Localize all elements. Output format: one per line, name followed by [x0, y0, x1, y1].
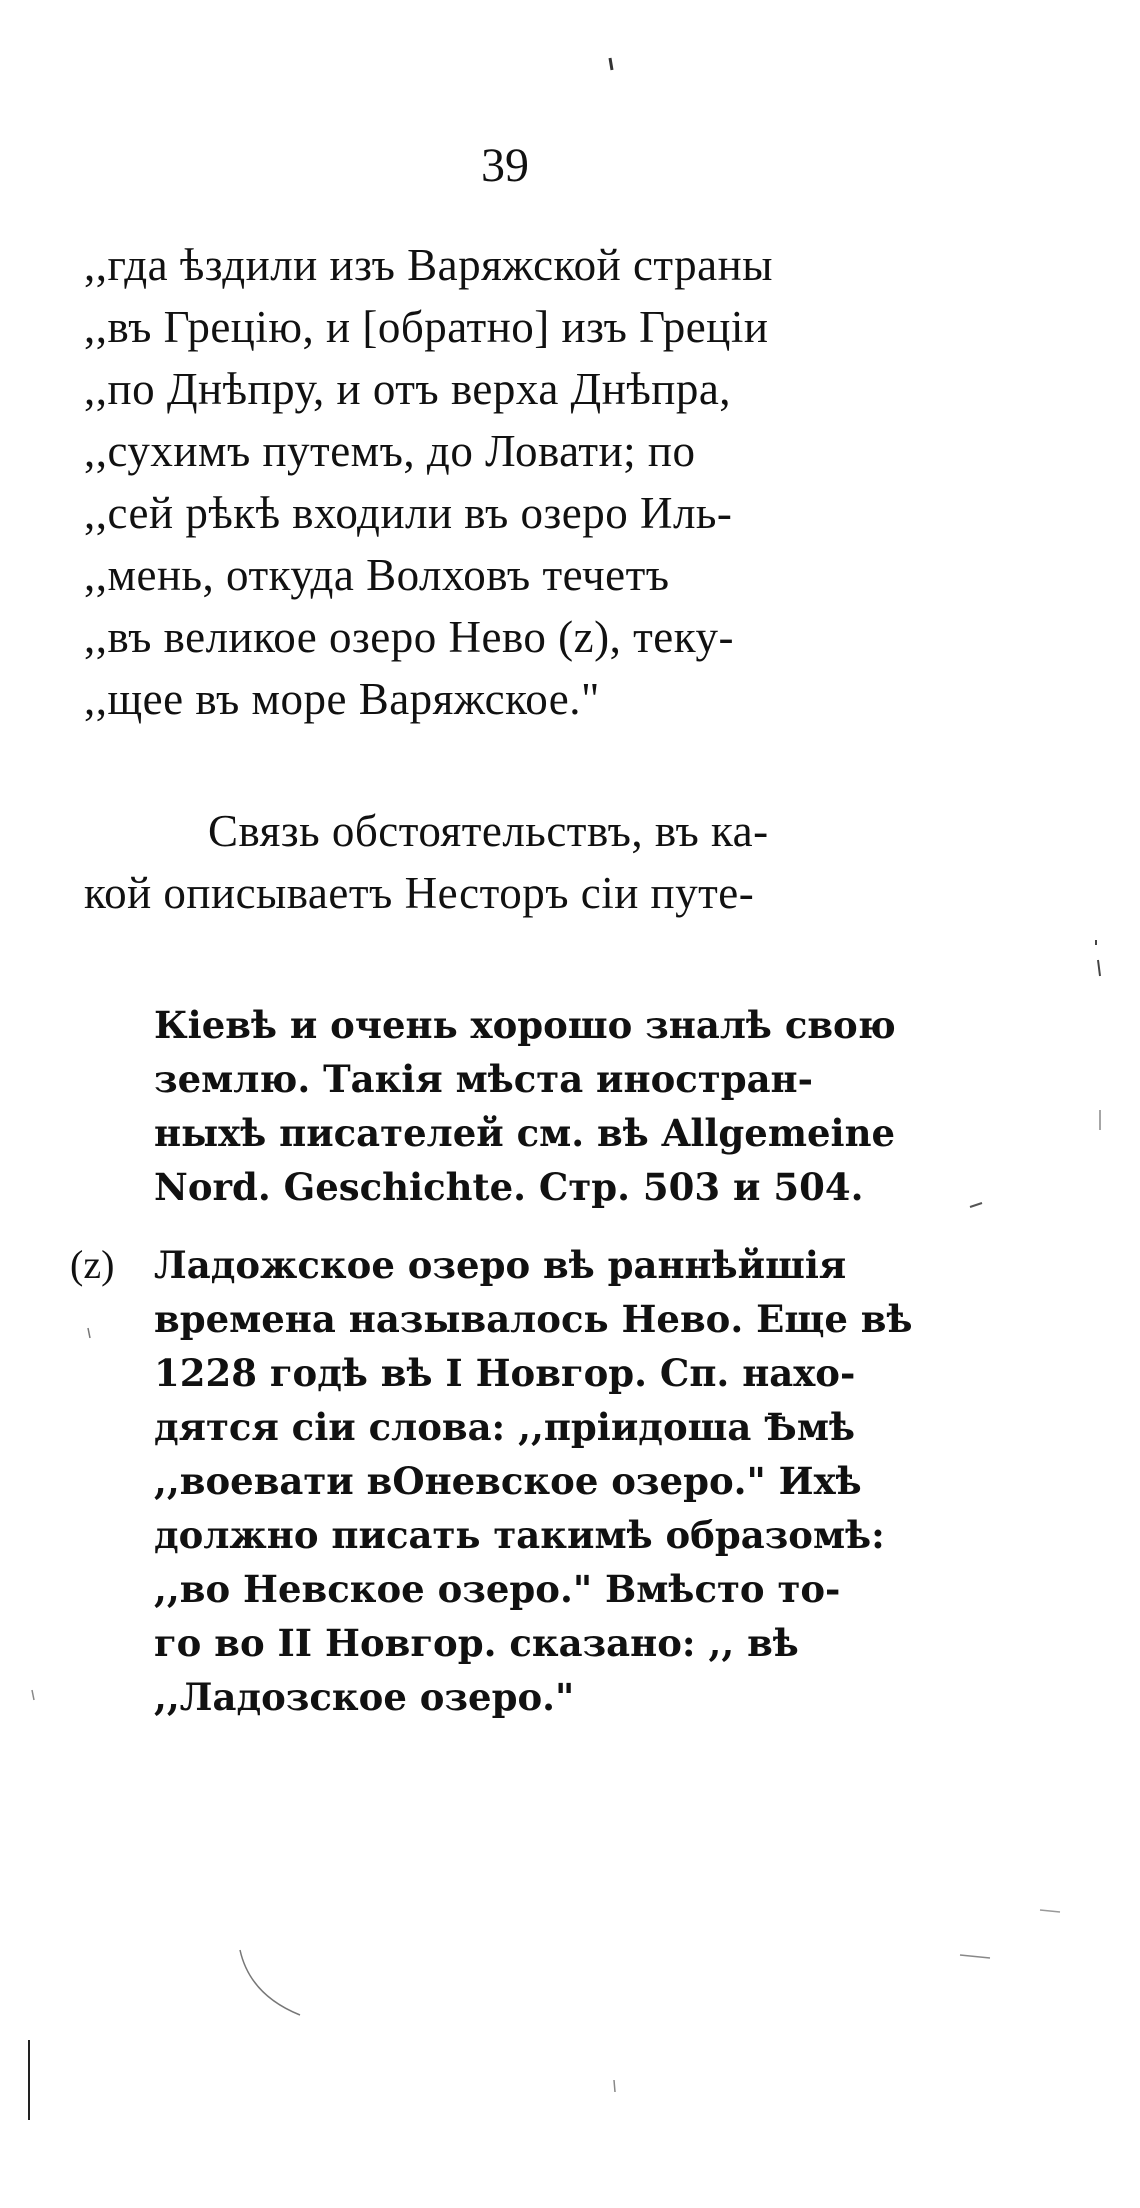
ink-speck — [960, 1955, 990, 1958]
page-number: 39 — [481, 139, 529, 192]
text-line: ,,по Днѣпру, и отъ верха Днѣпра, — [84, 364, 732, 414]
footnote-line: ныхѣ писателей см. вѣ Allgemeine — [154, 1111, 896, 1155]
ink-speck — [614, 2080, 615, 2092]
text-line: ,,въ Грецію, и [обратно] изъ Греціи — [84, 302, 769, 352]
ink-speck — [32, 1690, 34, 1700]
footnote-line: Кіевѣ и очень хорошо зналѣ свою — [154, 1003, 896, 1047]
footnote-line: дятся сіи слова: ,,пріидоша Ѣмѣ — [154, 1405, 855, 1449]
text-line: ,,гда ѣздили изъ Варяжской страны — [84, 240, 773, 290]
text-line: ,,щее въ море Варяжское." — [84, 674, 600, 724]
footnote-line: Nord. Geschichte. Стр. 503 и 504. — [154, 1165, 864, 1209]
footnote-text: Ладожское озеро вѣ раннѣйшія — [154, 1243, 847, 1287]
ink-speck — [1098, 960, 1100, 976]
footnote-line: времена называлось Нево. Еще вѣ — [154, 1297, 913, 1341]
footnote-line: землю. Такія мѣста иностран- — [154, 1057, 813, 1101]
footnote-line: ,,воевати вОневское озеро." Ихѣ — [154, 1459, 862, 1503]
footnote-marker: (z) — [70, 1242, 115, 1287]
footnote-line: 1228 годѣ вѣ I Новгор. Сп. нахо- — [154, 1351, 856, 1395]
text-line: ,,мень, откуда Волховъ течетъ — [84, 550, 670, 600]
footnote-line: го во II Новгор. сказано: ,, вѣ — [154, 1621, 799, 1665]
text-line: Связь обстоятельствъ, въ ка- — [208, 806, 769, 856]
ink-speck — [970, 1203, 982, 1207]
ink-speck — [240, 1950, 300, 2015]
ink-speck — [88, 1328, 90, 1338]
footnote-line: ,,во Невское озеро." Вмѣсто то- — [154, 1567, 841, 1611]
text-line: ,,сухимъ путемъ, до Ловати; по — [84, 426, 696, 476]
text-line: ,,въ великое озеро Нево (z), теку- — [84, 612, 734, 662]
ink-speck — [610, 58, 612, 70]
text-line: кой описываетъ Несторъ сіи путе- — [84, 868, 755, 918]
footnote-line: ,,Ладозское озеро." — [154, 1675, 575, 1719]
text-line: ,,сей рѣкѣ входили въ озеро Иль- — [84, 488, 733, 538]
ink-speck — [1040, 1910, 1060, 1912]
footnote-line: должно писать такимѣ образомѣ: — [154, 1513, 885, 1557]
